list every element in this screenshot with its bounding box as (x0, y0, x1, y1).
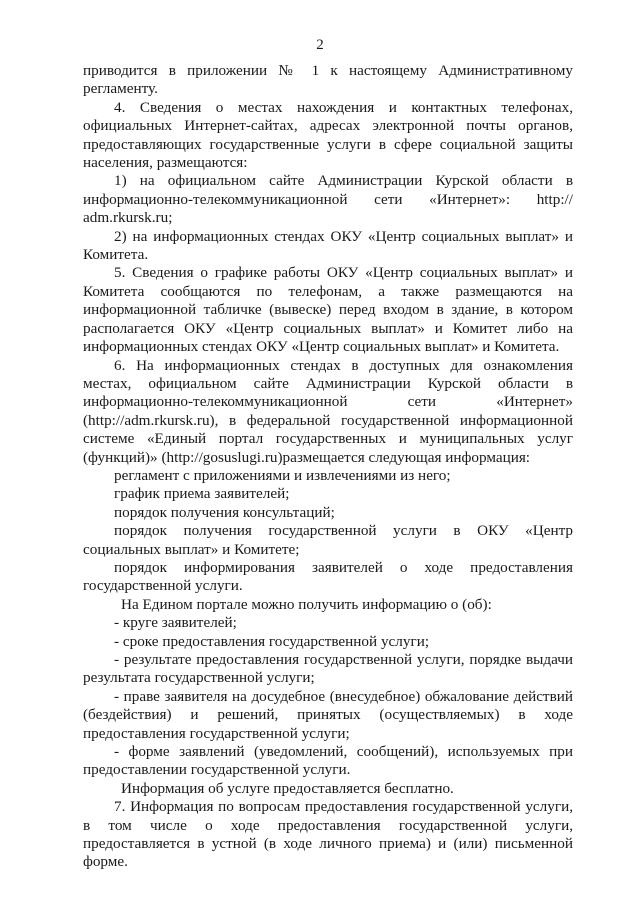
portal-item-forms: - форме заявлений (уведомлений, сообщений), используемых при предоставлении государственной услуги. (83, 743, 573, 779)
list-item-regulation: регламент с приложениями и извлечениями из него; (114, 466, 451, 484)
subitem-1-official-site: 1) на официальном сайте Администрации Курской области в информационно-телекоммуникационной сети «Интернет»: http:// adm.rkursk.ru; (83, 172, 573, 227)
portal-intro: На Едином портале можно получить информацию о (об): (121, 595, 492, 613)
portal-item-result: - результате предоставления государственной услуги, порядке выдачи результата государственной услуги; (83, 651, 573, 687)
list-item-informing: порядок информирования заявителей о ходе предоставления государственной услуги. (83, 558, 573, 595)
document-body (83, 62, 573, 872)
list-item-schedule: график приема заявителей; (114, 485, 290, 503)
free-of-charge-note: Информация об услуге предоставляется бесплатно. (121, 779, 454, 797)
subitem-2-info-stands: 2) на информационных стендах ОКУ «Центр социальных выплат» и Комитета. (83, 227, 573, 264)
paragraph-item-6: 6. На информационных стендах в доступных для ознакомления местах, официальном сайте Администрации Курской области в информационно-телекоммуникационной сети «Интернет» (http://adm.rkursk.ru), в федеральной государственной информационной системе «Единый портал государственных и муниципальных услуг (функций)» (http://gosuslugi.ru)размещается следующая информация: (83, 356, 573, 466)
paragraph-item-5: 5. Сведения о графике работы ОКУ «Центр социальных выплат» и Комитета сообщаются по телефонам, а также размещаются на информационной табличке (вывеске) перед входом в здание, в котором располагается ОКУ «Центр социальных выплат» и Комитет либо на информационных стендах ОКУ «Центр социальных выплат» и Комитета. (83, 264, 573, 356)
paragraph-item-4: 4. Сведения о местах нахождения и контактных телефонах, официальных Интернет-сайтах, адресах электронной почты органов, предоставляющих государственные услуги в сфере социальной защиты населения, размещаются: (83, 98, 573, 172)
list-item-procedure: порядок получения государственной услуги в ОКУ «Центр социальных выплат» и Комитете; (83, 522, 573, 558)
portal-item-term: - сроке предоставления государственной услуги; (114, 632, 430, 650)
portal-item-appeal: - праве заявителя на досудебное (внесудебное) обжалование действий (бездействия) и решений, принятых (осуществляемых) в ходе предоставления государственной услуги; (83, 687, 573, 742)
page-number: 2 (316, 37, 324, 53)
list-item-consultations: порядок получения консультаций; (114, 503, 335, 521)
paragraph-item-7: 7. Информация по вопросам предоставления государственной услуги, в том числе о ходе предоставления государственной услуги, предоставляется в устной (в ходе личного приема) и (или) письменной форме. (83, 798, 573, 871)
portal-item-applicants: - круге заявителей; (114, 614, 237, 632)
paragraph-continuation: приводится в приложении № 1 к настоящему Административному регламенту. (83, 62, 573, 98)
